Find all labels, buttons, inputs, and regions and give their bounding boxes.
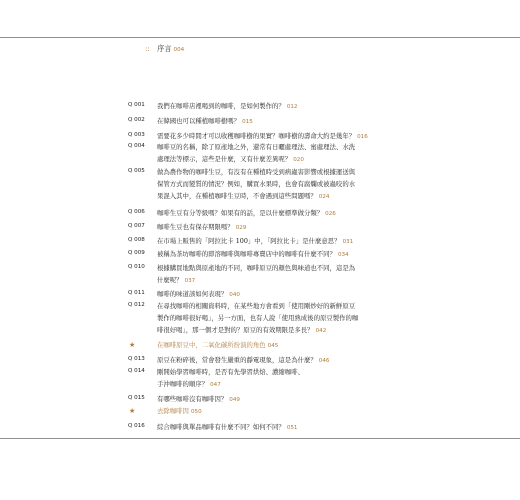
question-number: Q 008 (128, 237, 145, 243)
question-number: Q 006 (128, 209, 145, 215)
question-text (157, 300, 395, 337)
question-text-line: 綜合咖啡與單品咖啡有什麼不同？如何不同？ 051 (157, 423, 298, 431)
question-text-line: 製作的咖啡很好喝」，另一方面，也有人說「使用熟成後的原豆製作的咖 (157, 314, 359, 322)
question-text (157, 393, 395, 406)
preface-entry[interactable] (145, 44, 184, 54)
question-number: Q 012 (128, 302, 145, 308)
question-number: Q 015 (128, 395, 145, 401)
question-number: Q 011 (128, 290, 145, 296)
question-text-line: 根據購買地點與原產地的不同，咖啡原豆的顏色與味道也不同，這是為 (157, 264, 356, 272)
page-number: 040 (229, 292, 240, 298)
star-icon: ★ (129, 341, 136, 349)
question-number: Q 003 (128, 132, 145, 138)
page-number: 024 (318, 194, 330, 200)
question-text-line: 被稱為茶坊咖啡的即溶咖啡與咖啡專賣店中的咖啡有什麼不同？ 034 (157, 250, 349, 258)
question-number: Q 002 (128, 117, 145, 123)
question-text-line: 咖啡生豆有分等級嗎？如果有的話，是以什麼標準做分類？ 026 (157, 209, 336, 217)
question-text-line: 在韓國也可以種植咖啡樹嗎？ 015 (157, 117, 253, 125)
star-icon: ★ (129, 407, 136, 415)
question-text-line: 啡很好喝」，那一個才是對的？原豆的有效期限是多長？ 042 (157, 326, 327, 334)
question-text (157, 248, 395, 261)
preface-marker: :: (145, 44, 150, 53)
question-text-line: 手沖咖啡的順序？ 047 (157, 380, 221, 388)
page-number: 020 (293, 157, 304, 163)
question-text-line: 咖啡豆的名稱，除了原產地之外，還常有日曬處理法、蜜處理法、水洗 (157, 143, 356, 151)
question-text (157, 141, 395, 166)
question-text-line: 需要花多少時間才可以收穫咖啡樹的果實？咖啡樹的壽命大約是幾年？ 016 (157, 132, 368, 140)
question-text-line: 我們在咖啡店裡喝到的咖啡，是如何製作的？ 012 (157, 102, 298, 110)
page-number: 046 (318, 358, 330, 364)
page-number: 050 (190, 409, 202, 415)
question-text-line: 在市場上販售的「阿拉比卡 100」中，「阿拉比卡」是什麼意思？ 031 (157, 237, 354, 245)
question-number: Q 001 (128, 102, 145, 108)
question-text-line: 原豆在粉碎後，常會發生嚴重的靜電現象，這是為什麼？ 046 (157, 356, 330, 364)
question-number: Q 010 (128, 264, 145, 270)
top-rule (0, 37, 520, 38)
page-number: 042 (315, 328, 327, 334)
question-text (157, 221, 395, 234)
question-text (157, 166, 395, 203)
sidebar-topic-text: 去除咖啡因 050 (157, 407, 202, 415)
question-text-line: 什麼呢？ 037 (157, 276, 196, 284)
page-number: 031 (342, 239, 354, 245)
question-text-line: 果混入其中，在種植咖啡生豆時，不會遇到這些問題嗎？ 024 (157, 192, 330, 200)
question-text (157, 366, 395, 391)
question-text-line: 做為農作物的咖啡生豆，有沒有在種植時受到病蟲害影響或根據運送與 (157, 168, 356, 176)
page-number: 012 (286, 104, 298, 110)
question-text-line: 咖啡生豆也有保存期限嗎？ 029 (157, 223, 247, 231)
sidebar-topic-text: 在咖啡原豆中，二氧化碳所扮演的角色 045 (157, 341, 279, 349)
question-number: Q 016 (128, 423, 145, 429)
question-text-line: 保管方式而變質的情況？例如，購買水果時，也會有腐爛或被蟲咬的水 (157, 180, 356, 188)
preface-page-number: 004 (173, 47, 185, 53)
page-number: 047 (210, 382, 221, 388)
bottom-rule (0, 438, 520, 439)
question-number: Q 005 (128, 168, 145, 174)
question-text (157, 421, 395, 434)
question-text (157, 100, 395, 113)
question-number: Q 007 (128, 223, 145, 229)
question-text (157, 207, 395, 220)
page-number: 015 (242, 119, 253, 125)
page-number: 037 (184, 278, 196, 284)
page-number: 051 (286, 425, 298, 431)
question-text (157, 262, 395, 287)
page-number: 049 (229, 397, 240, 403)
question-text (157, 115, 395, 128)
question-text (157, 235, 395, 248)
question-text-line: 在尋找咖啡的相關資料時，在某些地方會看到「使用剛炒好的新鮮原豆 (157, 302, 356, 310)
question-text-line: 剛開始學習咖啡時，是否有先學習烘焙、濃縮咖啡、 (157, 368, 304, 376)
question-text-line: 處理法等標示，這些是什麼，又有什麼差異呢？ 020 (157, 155, 304, 163)
question-number: Q 009 (128, 250, 145, 256)
page-number: 045 (267, 343, 279, 349)
question-number: Q 014 (128, 368, 145, 374)
preface-label: 序言 (157, 44, 172, 53)
page-number: 034 (337, 252, 349, 258)
question-number: Q 004 (128, 143, 145, 149)
question-text-line: 咖啡的味道該如何表現？ 040 (157, 290, 240, 298)
page-number: 029 (235, 225, 247, 231)
question-text-line: 有哪些咖啡沒有咖啡因？ 049 (157, 395, 240, 403)
question-number: Q 013 (128, 356, 145, 362)
page-number: 016 (357, 134, 368, 140)
page-number: 026 (325, 211, 336, 217)
